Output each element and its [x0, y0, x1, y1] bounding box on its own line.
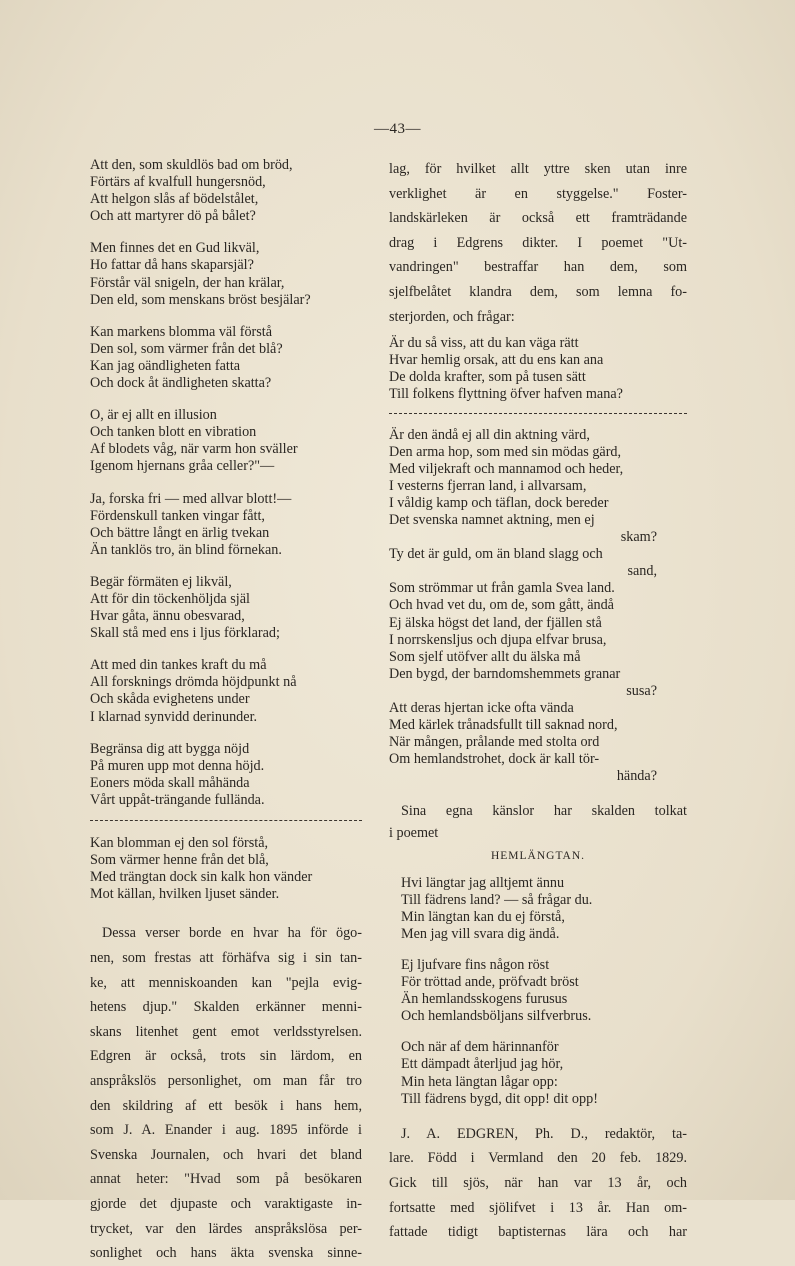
poem-stanza [90, 657, 362, 725]
verse-line: Ett dämpadt återljud jag hör, [401, 1056, 564, 1073]
verse-line: Igenom hjernans gråa celler?"— [90, 458, 275, 475]
verse-line: Begär förmäten ej likväl, [90, 573, 232, 590]
verse-line: sand, [627, 563, 657, 580]
prose-line: landskärleken är också ett framträdande [389, 210, 687, 227]
prose-line: gjorde det djupaste och varaktigaste in- [90, 1195, 362, 1212]
poem-stanza [90, 157, 362, 225]
verse-line: Den bygd, der barndomshemmets granar [389, 665, 621, 682]
verse-line: I vesterns fjerran land, i allvarsam, [389, 477, 587, 494]
prose-paragraph [389, 157, 687, 329]
verse-line: Vårt uppåt-trängande fullända. [90, 791, 265, 808]
verse-line: Kan blomman ej den sol förstå, [90, 835, 269, 851]
verse-line: Att för din töckenhöljda själ [90, 590, 250, 607]
prose-line: fortsatte med sjölifvet i 13 år. Han om- [389, 1199, 687, 1216]
prose-line: hetens djup." Skalden erkänner menni- [90, 999, 362, 1016]
poem-stanza [401, 1039, 687, 1107]
verse-line: Det svenska namnet aktning, men ej [389, 512, 595, 528]
prose-line: annat heter: "Hvad som på besökaren [90, 1171, 362, 1188]
verse-line: Och när af dem härinnanför [401, 1039, 559, 1056]
poem-heading: HEMLÄNGTAN. [490, 849, 586, 862]
prose-line: verklighet är en styggelse." Foster- [389, 185, 687, 202]
verse-line: Som sjelf utöfver allt du älska må [389, 648, 581, 665]
page-number: —43— [374, 121, 421, 137]
verse-line: Min längtan kan du ej förstå, [401, 908, 565, 925]
prose-line: som J. A. Enander i aug. 1895 införde i [90, 1122, 362, 1139]
verse-line: skam? [620, 529, 657, 546]
dashed-separator [389, 413, 687, 414]
prose-line: sjelfbelåtet klandra dem, som lemna fo- [389, 283, 687, 300]
verse-line: Och dock åt ändligheten skatta? [90, 375, 272, 392]
verse-line: När mången, prålande med stolta ord [389, 734, 600, 751]
prose-line: fattade tidigt baptisternas lära och har [389, 1224, 687, 1241]
poem-stanza [90, 574, 362, 642]
prose-line: anspråkslös personlighet, om man får tro [90, 1072, 362, 1089]
verse-line: Men jag vill svara dig ändå. [401, 925, 560, 942]
poem-stanza [389, 427, 687, 786]
verse-line: Till folkens flyttning öfver hafven mana? [389, 386, 623, 403]
poem-stanza [90, 407, 362, 475]
verse-line: Mot källan, hvilken ljuset sänder. [90, 886, 280, 903]
verse-line: Den eld, som menskans bröst besjälar? [90, 291, 311, 308]
verse-line: Med kärlek trånadsfullt till saknad nord, [389, 717, 618, 734]
verse-line: Med viljekraft och mannamod och heder, [389, 460, 624, 477]
verse-line: I våldig kamp och täflan, dock bereder [389, 494, 609, 511]
verse-line: Eoners möda skall måhända [90, 774, 250, 791]
verse-line: Min heta längtan lågar opp: [401, 1073, 558, 1090]
verse-line: Förtärs af kvalfull hungersnöd, [90, 174, 266, 191]
prose-line: vandringen" bestraffar han dem, som [389, 259, 687, 276]
prose-line: trycket, var den lärdes anspråkslösa per- [90, 1220, 362, 1237]
verse-line: I klarnad synvidd derinunder. [90, 708, 258, 725]
verse-line: Den arma hop, som med sin mödas gärd, [389, 443, 622, 460]
prose-line: i poemet [389, 824, 439, 841]
verse-line: Och hvad vet du, om de, som gått, ändå [389, 597, 614, 614]
poem-stanza [401, 875, 687, 943]
verse-line: Begränsa dig att bygga nöjd [90, 740, 250, 757]
verse-line: För tröttad ande, pröfvadt bröst [401, 974, 579, 991]
verse-line: Och hemlandsböljans silfverbrus. [401, 1008, 592, 1025]
verse-line: Som strömmar ut från gamla Svea land. [389, 580, 615, 597]
verse-line: Men finnes det en Gud likväl, [90, 240, 260, 257]
verse-line: Ty det är guld, om än bland slagg och [389, 546, 603, 563]
verse-line: Till fädrens land? — så frågar du. [401, 891, 593, 908]
verse-line: susa? [626, 682, 657, 699]
verse-line: På muren upp mot denna höjd. [90, 757, 265, 774]
dashed-separator [90, 820, 362, 821]
prose-line: sonlighet och hans äkta svenska sinne- [90, 1245, 362, 1262]
verse-line: Som värmer henne från det blå, [90, 852, 269, 869]
verse-line: Och skåda evighetens under [90, 691, 250, 708]
prose-line: J. A. EDGREN, Ph. D., redaktör, ta- [401, 1125, 687, 1142]
poem-stanza [90, 491, 362, 559]
prose-line: skans litenhet gent emot verldsstyrelsen. [90, 1023, 362, 1040]
right-column [389, 157, 687, 1245]
verse-line: Ja, forska fri — med allvar blott!— [90, 490, 292, 507]
verse-line: Förstår väl snigeln, der han krälar, [90, 274, 285, 291]
prose-line: nen, som frestas att förhäfva sig i sin tan- [90, 949, 362, 966]
verse-line: Och att martyrer dö på bålet? [90, 208, 256, 225]
verse-line: Hvar gåta, ännu obesvarad, [90, 608, 245, 625]
verse-line: Till fädrens bygd, dit opp! dit opp! [401, 1090, 598, 1107]
poem-stanza [401, 957, 687, 1025]
verse-line: Skall stå med ens i ljus förklarad; [90, 625, 280, 642]
prose-line: Dessa verser borde en hvar ha för ögo- [102, 925, 362, 942]
verse-line: Än hemlandsskogens furusus [401, 991, 568, 1008]
verse-line: Af blodets våg, när varm hon sväller [90, 441, 298, 458]
verse-line: Fördenskull tanken vingar fått, [90, 507, 265, 524]
poem-stanza [90, 741, 362, 809]
prose-line: ke, att menniskoanden kan "pejla evig- [90, 974, 362, 991]
verse-line: Att med din tankes kraft du må [90, 657, 267, 674]
prose-line: Svenska Journalen, och hvari det bland [90, 1146, 362, 1163]
verse-line: Om hemlandstrohet, dock är kall tör- [389, 751, 600, 768]
verse-line: Ho fattar då hans skaparsjäl? [90, 257, 254, 274]
verse-line: All forsknings drömda höjdpunkt nå [90, 674, 297, 691]
verse-line: Att den, som skuldlös bad om bröd, [90, 157, 293, 173]
verse-line: Hvar hemlig orsak, att du ens kan ana [389, 352, 604, 369]
verse-line: Att deras hjertan icke ofta vända [389, 700, 574, 717]
verse-line: Och bättre långt en ärlig tvekan [90, 524, 270, 541]
verse-line: Den sol, som värmer från det blå? [90, 340, 283, 357]
verse-line: De dolda krafter, som på tusen sätt [389, 369, 586, 386]
prose-line: Sina egna känslor har skalden tolkat [401, 802, 687, 819]
prose-line: Gick till sjös, när han var 13 år, och [389, 1174, 687, 1191]
prose-line: Edgren är också, trots sin lärdom, en [90, 1048, 362, 1065]
poem-stanza [90, 835, 362, 903]
verse-line: Kan jag oändligheten fatta [90, 357, 241, 374]
verse-line: I norrskensljus och djupa elfvar brusa, [389, 631, 607, 648]
verse-line: Kan markens blomma väl förstå [90, 323, 273, 340]
verse-line: hända? [616, 768, 657, 785]
prose-line: den skildring af ett besök i hans hem, [90, 1097, 362, 1114]
verse-line: Med trängtan dock sin kalk hon vänder [90, 869, 313, 886]
verse-line: Hvi längtar jag alltjemt ännu [401, 874, 565, 891]
verse-line: O, är ej allt en illusion [90, 407, 217, 424]
prose-paragraph [389, 800, 687, 844]
verse-line: Är den ändå ej all din aktning värd, [389, 426, 590, 443]
verse-line: Är du så viss, att du kan väga rätt [389, 335, 579, 352]
prose-line: lag, för hvilket allt yttre sken utan inre [389, 161, 687, 177]
prose-line: sterjorden, och frågar: [389, 308, 515, 325]
prose-line: lare. Född i Vermland den 20 feb. 1829. [389, 1150, 687, 1167]
prose-line: drag i Edgrens dikter. I poemet "Ut- [389, 234, 687, 251]
left-column [90, 157, 362, 1266]
prose-paragraph [389, 1122, 687, 1245]
verse-line: Att helgon slås af bödelstålet, [90, 191, 259, 208]
verse-line: Och tanken blott en vibration [90, 424, 257, 441]
verse-line: Ej älska högst det land, der fjällen stå [389, 614, 602, 631]
verse-line: Ej ljufvare fins någon röst [401, 956, 550, 973]
poem-stanza [90, 240, 362, 308]
poem-stanza [389, 335, 687, 403]
verse-line: Än tanklös tro, än blind förnekan. [90, 541, 282, 558]
prose-paragraph [90, 921, 362, 1265]
poem-hemlangtan [389, 875, 687, 1108]
poem-stanza [90, 324, 362, 392]
